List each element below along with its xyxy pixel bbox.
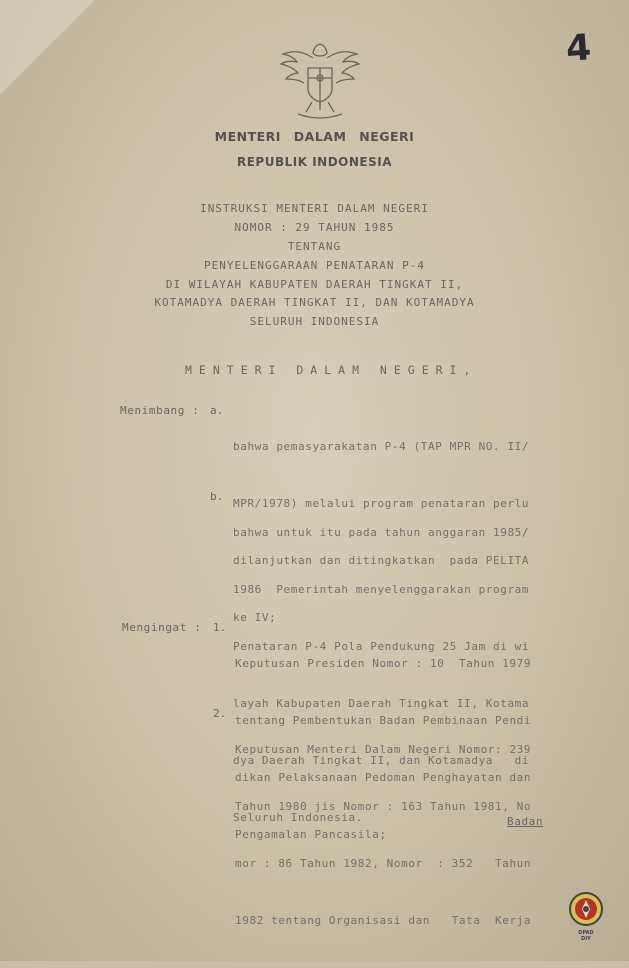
text-line: Tahun 1980 jis Nomor : 163 Tahun 1981, No	[235, 800, 532, 813]
text-line: Keputusan Presiden Nomor : 10 Tahun 1979	[235, 657, 532, 670]
title-line-2: NOMOR : 29 TAHUN 1985	[234, 221, 395, 234]
folded-corner	[0, 0, 95, 95]
continuation-word: Badan	[507, 815, 544, 828]
text-line: dya Daerah Tingkat II, dan Kotamadya di	[233, 754, 530, 767]
text-line: 1982 tentang Organisasi dan Tata Kerja	[235, 914, 532, 927]
text-line: dikan Pelaksanaan Pedoman Penghayatan dan	[235, 771, 532, 784]
republic-title: REPUBLIK INDONESIA	[236, 155, 392, 169]
title-line-1: INSTRUKSI MENTERI DALAM NEGERI	[200, 202, 429, 215]
menimbang-label: Menimbang :	[120, 404, 200, 417]
stamp-line-2: DIY	[581, 936, 591, 942]
title-line-7: SELURUH INDONESIA	[249, 315, 380, 328]
text-line: Keputusan Menteri Dalam Negeri Nomor: 239	[235, 743, 532, 756]
handwritten-page-number: 4	[564, 27, 593, 70]
ministry-title: MENTERI DALAM NEGERI	[214, 129, 415, 144]
text-line: Pengamalan Pancasila;	[235, 828, 387, 841]
item-marker-b: b.	[210, 490, 224, 503]
item-marker-2: 2.	[213, 707, 227, 720]
text-line: layah Kabupaten Daerah Tingkat II, Kotama	[233, 697, 530, 710]
text-line: Penataran P-4 Pola Pendukung 25 Jam di wi	[233, 640, 530, 653]
title-line-4: PENYELENGGARAAN PENATARAN P-4	[203, 259, 426, 272]
text-line: mor : 86 Tahun 1982, Nomor : 352 Tahun	[235, 857, 532, 870]
dpad-diy-logo-icon	[568, 890, 604, 928]
garuda-emblem-icon	[278, 38, 362, 124]
text-line: MPR/1978) melalui program penataran perlu	[233, 497, 530, 510]
title-line-5: DI WILAYAH KABUPATEN DAERAH TINGKAT II,	[165, 278, 464, 291]
text-line: bahwa untuk itu pada tahun anggaran 1985/	[233, 526, 530, 539]
item-marker-1: 1.	[213, 621, 227, 634]
item-marker-a: a.	[210, 404, 224, 417]
text-line: dilanjutkan dan ditingkatkan pada PELITA	[233, 554, 530, 567]
dpad-diy-stamp	[568, 890, 604, 944]
title-line-3: TENTANG	[287, 240, 342, 253]
text-line: bahwa pemasyarakatan P-4 (TAP MPR NO. II/	[233, 440, 530, 453]
stamp-line-1: DPAD	[578, 930, 594, 936]
text-line: ke IV;	[233, 611, 277, 624]
text-line: Seluruh Indonesia.	[233, 811, 364, 824]
stamp-label	[568, 930, 604, 942]
title-line-6: KOTAMADYA DAERAH TINGKAT II, DAN KOTAMADYA	[154, 296, 475, 309]
mengingat-label: Mengingat :	[122, 621, 202, 634]
mengingat-item-2	[235, 702, 531, 968]
text-line: 1986 Pemerintah menyelenggarakan program	[233, 583, 530, 596]
text-line: tentang Pembentukan Badan Pembinaan Pendi	[235, 714, 532, 727]
section-heading: MENTERI DALAM NEGERI,	[185, 363, 478, 377]
